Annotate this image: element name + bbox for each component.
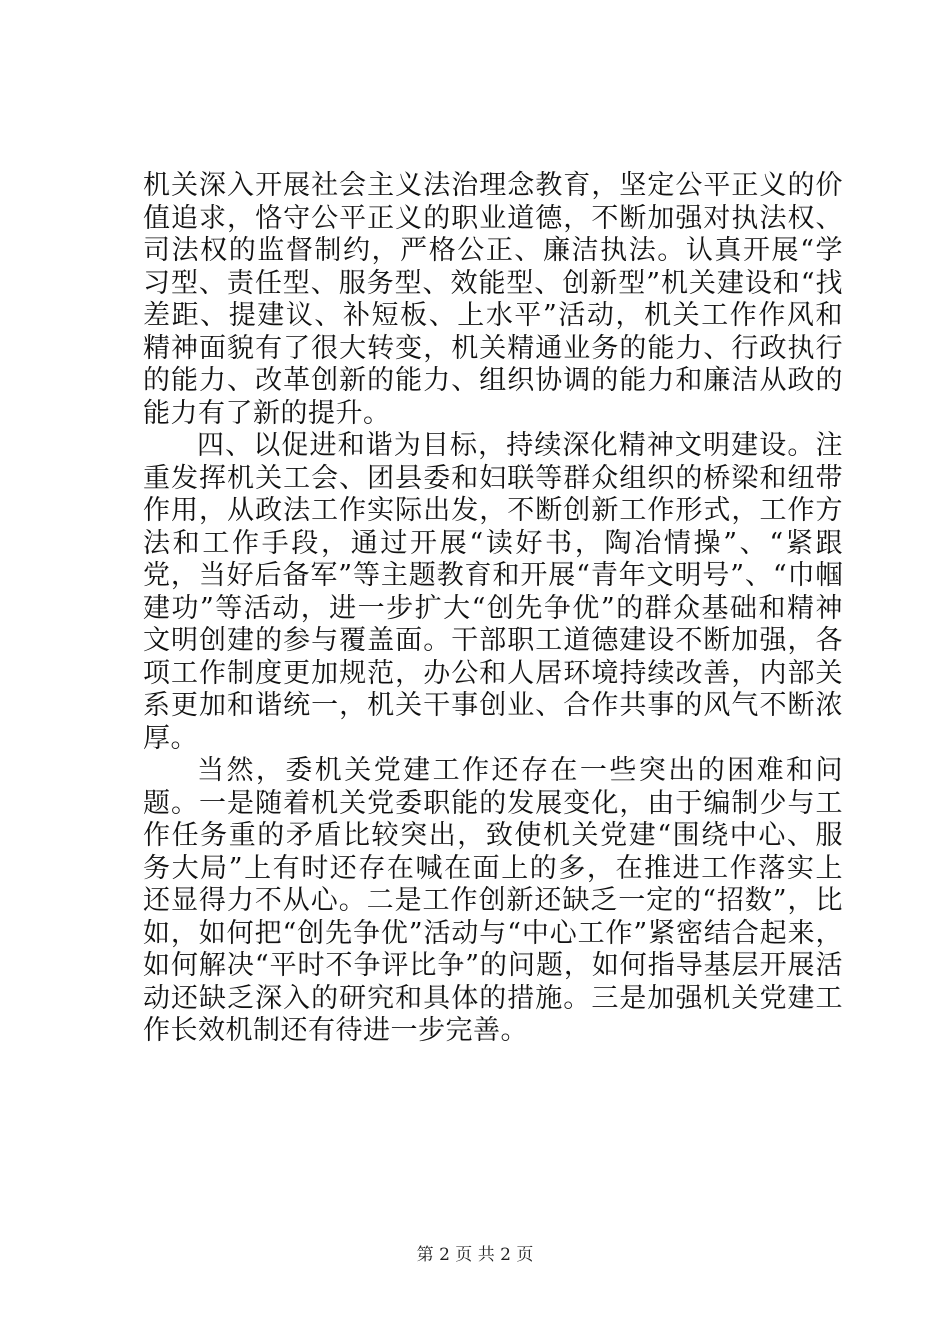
paragraph-section-four: 四、以促进和谐为目标，持续深化精神文明建设。注重发挥机关工会、团县委和妇联等群众组织的桥梁和纽带作用，从政法工作实际出发，不断创新工作形式，工作方法和工作手段，通过开展“读好书，陶冶情操”、“紧跟党，当好后备军”等主题教育和开展“青年文明号”、“巾帼建功”等活动，进一步扩大“创先争优”的群众基础和精神文明创建的参与覆盖面。干部职工道德建设不断加强，各项工作制度更加规范，办公和人居环境持续改善，内部关系更加和谐统一，机关干事创业、合作共事的风气不断浓厚。 bbox=[143, 430, 843, 754]
paragraph-continued: 机关深入开展社会主义法治理念教育，坚定公平正义的价值追求，恪守公平正义的职业道德，不断加强对执法权、司法权的监督制约，严格公正、廉洁执法。认真开展“学习型、责任型、服务型、效能型、创新型”机关建设和“找差距、提建议、补短板、上水平”活动，机关工作作风和精神面貌有了很大转变，机关精通业务的能力、行政执行的能力、改革创新的能力、组织协调的能力和廉洁从政的能力有了新的提升。 bbox=[143, 170, 843, 429]
page-footer: 第 2 页 共 2 页 bbox=[416, 1245, 534, 1265]
document-body bbox=[143, 170, 843, 1048]
paragraph-problems: 当然，委机关党建工作还存在一些突出的困难和问题。一是随着机关党委职能的发展变化，由于编制少与工作任务重的矛盾比较突出，致使机关党建“围绕中心、服务大局”上有时还存在喊在面上的多，在推进工作落实上还显得力不从心。二是工作创新还缺乏一定的“招数”，比如，如何把“创先争优”活动与“中心工作”紧密结合起来，如何解决“平时不争评比争”的问题，如何指导基层开展活动还缺乏深入的研究和具体的措施。三是加强机关党建工作长效机制还有待进一步完善。 bbox=[143, 755, 843, 1046]
